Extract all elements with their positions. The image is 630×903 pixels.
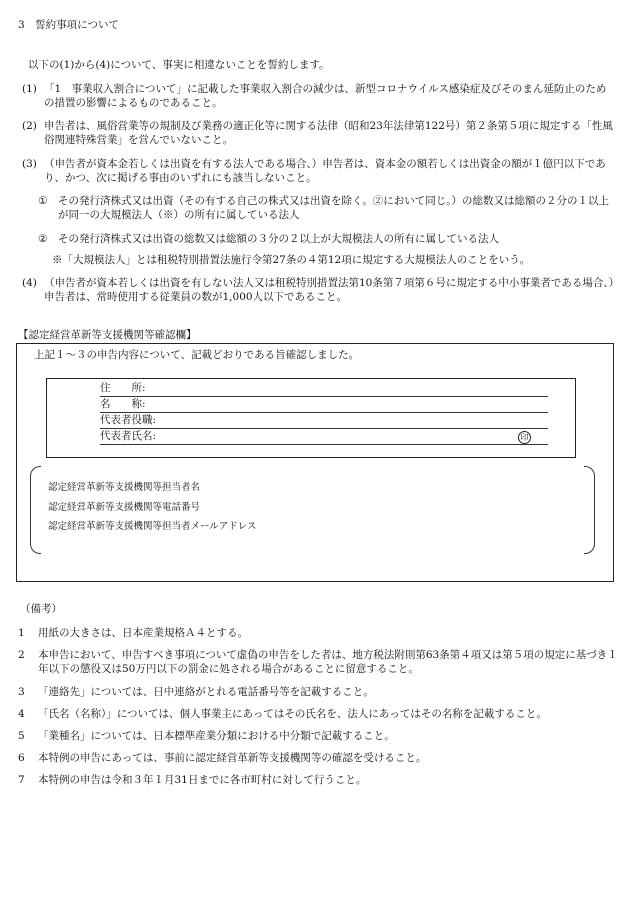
remark-number: 2	[18, 649, 25, 661]
sub-item-text: その発行済株式又は出資（その有する自己の株式又は出資を除く。②において同じ。）の総数又は総額の２分の１以上が同一の大規模法人（※）の所有に属している法人	[58, 195, 610, 221]
name-label: 名 称:	[100, 398, 146, 410]
address-field[interactable]	[100, 380, 548, 397]
representative-title-field[interactable]	[100, 412, 548, 429]
remark-text: 用紙の大きさは、日本産業規格Ａ４とする。	[38, 627, 248, 639]
remark-text: 「連絡先」については、日中連絡がとれる電話番号等を記載すること。	[38, 686, 374, 698]
contact-email: 認定経営革新等支援機関等担当者メールアドレス	[48, 521, 257, 532]
remark-text: 本申告において、申告すべき事項について虚偽の申告をした者は、地方税法附則第63条第４項又は第５項の規定に基づき１年以下の懲役又は50万円以下の罰金に処される場合があることに留意すること。	[38, 649, 618, 675]
representative-name-label: 代表者氏名:	[100, 430, 157, 442]
remark-item	[18, 773, 618, 787]
section-heading: 3 誓約事項について	[18, 19, 119, 31]
pledge-item	[22, 82, 614, 110]
remark-number: 7	[18, 774, 25, 786]
remark-item	[18, 707, 618, 721]
left-bracket	[30, 466, 41, 554]
representative-name-field[interactable]	[100, 428, 548, 445]
sub-item-number: ①	[38, 195, 48, 207]
pledge-item	[22, 119, 614, 147]
remark-text: 「氏名（名称）」については、個人事業主にあってはその氏名を、法人にあってはその名称を記載すること。	[38, 708, 547, 720]
remark-number: 6	[18, 752, 25, 764]
sub-item-text: その発行済株式又は出資の総数又は総額の３分の２以上が大規模法人の所有に属している法人	[58, 233, 499, 245]
remark-number: 1	[18, 627, 25, 639]
remark-item	[18, 626, 618, 640]
remarks-title: （備考）	[20, 603, 62, 615]
remark-item	[18, 729, 618, 743]
pledge-item-text: 申告者は、風俗営業等の規制及び業務の適正化等に関する法律（昭和23年法律第122号）第２条第５項に規定する「性風俗関連特殊営業」を営んでいないこと。	[44, 120, 613, 146]
pledge-item-number: (2)	[22, 120, 37, 132]
pledge-sub-item	[38, 194, 614, 222]
confirmation-title: 【認定経営革新等支援機関等確認欄】	[18, 329, 197, 341]
remark-number: 4	[18, 708, 25, 720]
pledge-item	[22, 157, 614, 185]
pledge-item	[22, 276, 614, 304]
pledge-item-text: （申告者が資本金若しくは出資を有する法人である場合、）申告者は、資本金の額若しくは出資金の額が１億円以下であり、かつ、次に掲げる事由のいずれにも該当しないこと。	[44, 158, 606, 184]
remark-number: 3	[18, 686, 25, 698]
remark-text: 本特例の申告は令和３年１月31日までに各市町村に対して行うこと。	[38, 774, 367, 786]
pledge-sub-item	[38, 232, 614, 246]
remark-item	[18, 751, 618, 765]
pledge-item-text: 「1 事業収入割合について」に記載した事業収入割合の減少は、新型コロナウイルス感染症及びそのまん延防止のための措置の影響によるものであること。	[44, 83, 607, 109]
representative-title-label: 代表者役職:	[100, 414, 157, 426]
pledge-item-number: (4)	[22, 277, 37, 289]
remark-text: 「業種名」については、日本標準産業分類における中分類で記載すること。	[38, 730, 395, 742]
address-label: 住 所:	[100, 382, 146, 394]
seal-mark: 印	[518, 431, 531, 444]
right-bracket	[584, 466, 595, 554]
contact-phone: 認定経営革新等支援機関等電話番号	[48, 502, 201, 513]
confirmation-statement: 上記１～３の申告内容について、記載どおりである旨確認しました。	[34, 349, 360, 361]
remark-item	[18, 685, 618, 699]
contact-person-name: 認定経営革新等支援機関等担当者名	[48, 482, 201, 493]
sub-item-number: ②	[38, 233, 48, 245]
pledge-item-number: (3)	[22, 158, 37, 170]
pledge-item-text: （申告者が資本若しくは出資を有しない法人又は租税特別措置法第10条第７項第６号に規定する中小事業者である場合、）申告者は、常時使用する従業員の数が1,000人以下であること。	[44, 277, 614, 303]
pledge-item-number: (1)	[22, 83, 37, 95]
remark-text: 本特例の申告にあっては、事前に認定経営革新等支援機関等の確認を受けること。	[38, 752, 427, 764]
name-field[interactable]	[100, 396, 548, 413]
remark-item	[18, 648, 618, 676]
pledge-intro: 以下の(1)から(4)について、事実に相違ないことを誓約します。	[28, 59, 330, 71]
remark-number: 5	[18, 730, 25, 742]
footnote-large-corp: ※「大規模法人」とは租税特別措置法施行令第27条の４第12項に規定する大規模法人のことをいう。	[52, 254, 531, 266]
